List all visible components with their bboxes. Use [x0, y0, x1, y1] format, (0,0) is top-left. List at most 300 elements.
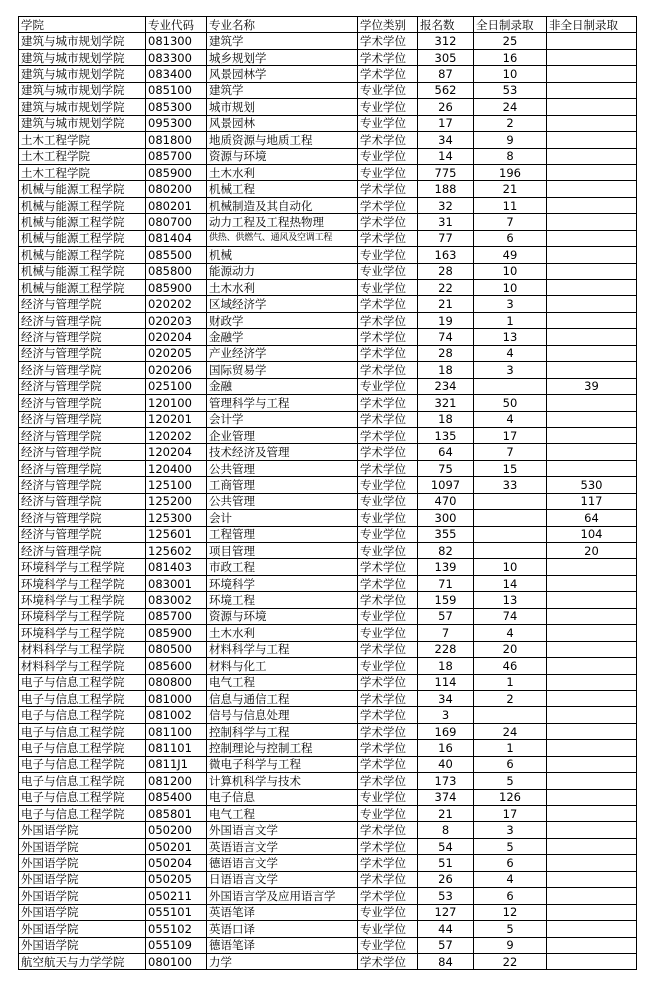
fulltime-admitted-cell: 7: [474, 214, 547, 230]
college-cell: 材料科学与工程学院: [19, 658, 146, 674]
parttime-admitted-cell: [547, 707, 637, 723]
college-cell: 经济与管理学院: [19, 543, 146, 559]
major-code-cell: 125200: [146, 493, 207, 509]
major-code-cell: 0811J1: [146, 756, 207, 772]
major-name-cell: 英语口译: [207, 921, 358, 937]
applicants-cell: 22: [418, 280, 474, 296]
applicants-cell: 19: [418, 312, 474, 328]
header-parttime-admitted: 非全日制录取: [547, 17, 637, 33]
fulltime-admitted-cell: 4: [474, 871, 547, 887]
major-name-cell: 控制理论与控制工程: [207, 740, 358, 756]
degree-type-cell: 学术学位: [358, 756, 418, 772]
applicants-cell: 18: [418, 658, 474, 674]
major-code-cell: 081200: [146, 773, 207, 789]
major-code-cell: 055102: [146, 921, 207, 937]
table-row: [19, 838, 637, 854]
fulltime-admitted-cell: 20: [474, 641, 547, 657]
applicants-cell: 3: [418, 707, 474, 723]
college-cell: 环境科学与工程学院: [19, 608, 146, 624]
major-code-cell: 081100: [146, 723, 207, 739]
fulltime-admitted-cell: 9: [474, 937, 547, 953]
degree-type-cell: 学术学位: [358, 444, 418, 460]
table-row: [19, 460, 637, 476]
applicants-cell: 775: [418, 164, 474, 180]
parttime-admitted-cell: [547, 953, 637, 969]
table-row: [19, 904, 637, 920]
degree-type-cell: 学术学位: [358, 460, 418, 476]
college-cell: 机械与能源工程学院: [19, 230, 146, 246]
fulltime-admitted-cell: 13: [474, 592, 547, 608]
table-row: [19, 132, 637, 148]
applicants-cell: 77: [418, 230, 474, 246]
parttime-admitted-cell: 104: [547, 526, 637, 542]
college-cell: 经济与管理学院: [19, 427, 146, 443]
major-name-cell: 能源动力: [207, 263, 358, 279]
major-name-cell: 电气工程: [207, 806, 358, 822]
fulltime-admitted-cell: 3: [474, 296, 547, 312]
degree-type-cell: 学术学位: [358, 395, 418, 411]
fulltime-admitted-cell: 3: [474, 822, 547, 838]
college-cell: 经济与管理学院: [19, 460, 146, 476]
fulltime-admitted-cell: 1: [474, 674, 547, 690]
major-name-cell: 外国语言学及应用语言学: [207, 888, 358, 904]
college-cell: 建筑与城市规划学院: [19, 66, 146, 82]
parttime-admitted-cell: [547, 723, 637, 739]
college-cell: 电子与信息工程学院: [19, 707, 146, 723]
college-cell: 土木工程学院: [19, 148, 146, 164]
fulltime-admitted-cell: 9: [474, 132, 547, 148]
college-cell: 经济与管理学院: [19, 329, 146, 345]
parttime-admitted-cell: [547, 230, 637, 246]
college-cell: 建筑与城市规划学院: [19, 99, 146, 115]
fulltime-admitted-cell: 15: [474, 460, 547, 476]
major-code-cell: 125601: [146, 526, 207, 542]
major-code-cell: 085300: [146, 99, 207, 115]
fulltime-admitted-cell: 17: [474, 806, 547, 822]
major-name-cell: 城市规划: [207, 99, 358, 115]
major-name-cell: 环境工程: [207, 592, 358, 608]
table-row: [19, 345, 637, 361]
degree-type-cell: 专业学位: [358, 148, 418, 164]
major-code-cell: 083400: [146, 66, 207, 82]
major-name-cell: 外国语言文学: [207, 822, 358, 838]
table-row: [19, 773, 637, 789]
table-row: [19, 329, 637, 345]
fulltime-admitted-cell: 33: [474, 477, 547, 493]
applicants-cell: 127: [418, 904, 474, 920]
major-name-cell: 英语语言文学: [207, 838, 358, 854]
table-row: [19, 49, 637, 65]
parttime-admitted-cell: [547, 99, 637, 115]
fulltime-admitted-cell: 46: [474, 658, 547, 674]
applicants-cell: 34: [418, 690, 474, 706]
table-row: [19, 822, 637, 838]
college-cell: 经济与管理学院: [19, 411, 146, 427]
table-row: [19, 559, 637, 575]
college-cell: 机械与能源工程学院: [19, 280, 146, 296]
fulltime-admitted-cell: 5: [474, 773, 547, 789]
parttime-admitted-cell: [547, 115, 637, 131]
major-code-cell: 080800: [146, 674, 207, 690]
degree-type-cell: 专业学位: [358, 247, 418, 263]
degree-type-cell: 专业学位: [358, 263, 418, 279]
major-name-cell: 金融: [207, 378, 358, 394]
applicants-cell: 14: [418, 148, 474, 164]
applicants-cell: 355: [418, 526, 474, 542]
applicants-cell: 57: [418, 937, 474, 953]
applicants-cell: 28: [418, 263, 474, 279]
applicants-cell: 40: [418, 756, 474, 772]
degree-type-cell: 学术学位: [358, 822, 418, 838]
major-name-cell: 信息与通信工程: [207, 690, 358, 706]
major-code-cell: 020206: [146, 362, 207, 378]
fulltime-admitted-cell: 126: [474, 789, 547, 805]
fulltime-admitted-cell: 14: [474, 575, 547, 591]
fulltime-admitted-cell: 5: [474, 838, 547, 854]
table-row: [19, 526, 637, 542]
degree-type-cell: 专业学位: [358, 921, 418, 937]
applicants-cell: 71: [418, 575, 474, 591]
major-code-cell: 120202: [146, 427, 207, 443]
major-code-cell: 085801: [146, 806, 207, 822]
applicants-cell: 228: [418, 641, 474, 657]
admissions-table: [18, 16, 637, 970]
college-cell: 电子与信息工程学院: [19, 674, 146, 690]
parttime-admitted-cell: [547, 247, 637, 263]
fulltime-admitted-cell: 4: [474, 411, 547, 427]
college-cell: 土木工程学院: [19, 132, 146, 148]
degree-type-cell: 专业学位: [358, 164, 418, 180]
degree-type-cell: 学术学位: [358, 411, 418, 427]
major-code-cell: 085800: [146, 263, 207, 279]
table-row: [19, 378, 637, 394]
applicants-cell: 57: [418, 608, 474, 624]
parttime-admitted-cell: [547, 280, 637, 296]
degree-type-cell: 专业学位: [358, 543, 418, 559]
parttime-admitted-cell: [547, 871, 637, 887]
college-cell: 经济与管理学院: [19, 395, 146, 411]
college-cell: 外国语学院: [19, 822, 146, 838]
major-name-cell: 会计学: [207, 411, 358, 427]
fulltime-admitted-cell: 13: [474, 329, 547, 345]
degree-type-cell: 学术学位: [358, 559, 418, 575]
parttime-admitted-cell: [547, 756, 637, 772]
major-name-cell: 金融学: [207, 329, 358, 345]
degree-type-cell: 学术学位: [358, 132, 418, 148]
major-name-cell: 控制科学与工程: [207, 723, 358, 739]
table-row: [19, 197, 637, 213]
college-cell: 建筑与城市规划学院: [19, 82, 146, 98]
major-name-cell: 建筑学: [207, 33, 358, 49]
degree-type-cell: 学术学位: [358, 575, 418, 591]
college-cell: 电子与信息工程学院: [19, 723, 146, 739]
parttime-admitted-cell: 64: [547, 510, 637, 526]
college-cell: 经济与管理学院: [19, 526, 146, 542]
parttime-admitted-cell: [547, 855, 637, 871]
table-row: [19, 444, 637, 460]
college-cell: 电子与信息工程学院: [19, 806, 146, 822]
table-row: [19, 641, 637, 657]
table-row: [19, 99, 637, 115]
fulltime-admitted-cell: 2: [474, 115, 547, 131]
major-code-cell: 050200: [146, 822, 207, 838]
parttime-admitted-cell: [547, 427, 637, 443]
parttime-admitted-cell: [547, 164, 637, 180]
fulltime-admitted-cell: 53: [474, 82, 547, 98]
major-name-cell: 公共管理: [207, 493, 358, 509]
college-cell: 经济与管理学院: [19, 477, 146, 493]
applicants-cell: 75: [418, 460, 474, 476]
major-code-cell: 080700: [146, 214, 207, 230]
table-row: [19, 296, 637, 312]
table-row: [19, 66, 637, 82]
table-row: [19, 937, 637, 953]
major-name-cell: 计算机科学与技术: [207, 773, 358, 789]
applicants-cell: 7: [418, 625, 474, 641]
parttime-admitted-cell: [547, 789, 637, 805]
college-cell: 经济与管理学院: [19, 510, 146, 526]
parttime-admitted-cell: [547, 33, 637, 49]
parttime-admitted-cell: 530: [547, 477, 637, 493]
college-cell: 环境科学与工程学院: [19, 559, 146, 575]
college-cell: 外国语学院: [19, 838, 146, 854]
fulltime-admitted-cell: 4: [474, 625, 547, 641]
college-cell: 机械与能源工程学院: [19, 263, 146, 279]
degree-type-cell: 专业学位: [358, 806, 418, 822]
parttime-admitted-cell: [547, 296, 637, 312]
fulltime-admitted-cell: 6: [474, 888, 547, 904]
major-code-cell: 085700: [146, 148, 207, 164]
major-code-cell: 085900: [146, 625, 207, 641]
parttime-admitted-cell: [547, 592, 637, 608]
degree-type-cell: 专业学位: [358, 493, 418, 509]
applicants-cell: 1097: [418, 477, 474, 493]
degree-type-cell: 学术学位: [358, 674, 418, 690]
parttime-admitted-cell: [547, 460, 637, 476]
degree-type-cell: 学术学位: [358, 197, 418, 213]
parttime-admitted-cell: [547, 148, 637, 164]
applicants-cell: 28: [418, 345, 474, 361]
table-row: [19, 312, 637, 328]
major-code-cell: 080500: [146, 641, 207, 657]
applicants-cell: 234: [418, 378, 474, 394]
college-cell: 航空航天与力学学院: [19, 953, 146, 969]
college-cell: 外国语学院: [19, 855, 146, 871]
table-row: [19, 427, 637, 443]
major-code-cell: 125300: [146, 510, 207, 526]
applicants-cell: 159: [418, 592, 474, 608]
major-code-cell: 085100: [146, 82, 207, 98]
table-row: [19, 575, 637, 591]
fulltime-admitted-cell: 50: [474, 395, 547, 411]
applicants-cell: 26: [418, 871, 474, 887]
header-applicants: 报名数: [418, 17, 474, 33]
parttime-admitted-cell: [547, 838, 637, 854]
fulltime-admitted-cell: 1: [474, 312, 547, 328]
major-name-cell: 建筑学: [207, 82, 358, 98]
degree-type-cell: 专业学位: [358, 608, 418, 624]
major-code-cell: 020204: [146, 329, 207, 345]
fulltime-admitted-cell: 74: [474, 608, 547, 624]
college-cell: 经济与管理学院: [19, 296, 146, 312]
parttime-admitted-cell: [547, 312, 637, 328]
major-code-cell: 020203: [146, 312, 207, 328]
major-name-cell: 机械: [207, 247, 358, 263]
major-code-cell: 020202: [146, 296, 207, 312]
major-code-cell: 055101: [146, 904, 207, 920]
major-name-cell: 材料科学与工程: [207, 641, 358, 657]
table-row: [19, 247, 637, 263]
applicants-cell: 87: [418, 66, 474, 82]
fulltime-admitted-cell: [474, 510, 547, 526]
major-name-cell: 城乡规划学: [207, 49, 358, 65]
applicants-cell: 74: [418, 329, 474, 345]
major-code-cell: 081002: [146, 707, 207, 723]
college-cell: 外国语学院: [19, 904, 146, 920]
degree-type-cell: 专业学位: [358, 477, 418, 493]
parttime-admitted-cell: [547, 345, 637, 361]
major-name-cell: 供热、供燃气、通风及空调工程: [207, 230, 358, 246]
degree-type-cell: 学术学位: [358, 33, 418, 49]
fulltime-admitted-cell: 5: [474, 921, 547, 937]
major-name-cell: 管理科学与工程: [207, 395, 358, 411]
college-cell: 外国语学院: [19, 921, 146, 937]
parttime-admitted-cell: [547, 197, 637, 213]
applicants-cell: 470: [418, 493, 474, 509]
fulltime-admitted-cell: 10: [474, 66, 547, 82]
applicants-cell: 32: [418, 197, 474, 213]
applicants-cell: 135: [418, 427, 474, 443]
parttime-admitted-cell: [547, 82, 637, 98]
major-code-cell: 125602: [146, 543, 207, 559]
major-code-cell: 085900: [146, 164, 207, 180]
major-name-cell: 机械工程: [207, 181, 358, 197]
applicants-cell: 51: [418, 855, 474, 871]
major-name-cell: 德语语言文学: [207, 855, 358, 871]
degree-type-cell: 学术学位: [358, 592, 418, 608]
fulltime-admitted-cell: 196: [474, 164, 547, 180]
table-row: [19, 115, 637, 131]
major-code-cell: 085500: [146, 247, 207, 263]
major-code-cell: 080100: [146, 953, 207, 969]
fulltime-admitted-cell: [474, 707, 547, 723]
table-row: [19, 230, 637, 246]
degree-type-cell: 学术学位: [358, 230, 418, 246]
major-name-cell: 信号与信息处理: [207, 707, 358, 723]
parttime-admitted-cell: [547, 921, 637, 937]
degree-type-cell: 学术学位: [358, 838, 418, 854]
applicants-cell: 188: [418, 181, 474, 197]
applicants-cell: 300: [418, 510, 474, 526]
applicants-cell: 173: [418, 773, 474, 789]
degree-type-cell: 专业学位: [358, 510, 418, 526]
fulltime-admitted-cell: 1: [474, 740, 547, 756]
major-code-cell: 085700: [146, 608, 207, 624]
major-code-cell: 120201: [146, 411, 207, 427]
table-row: [19, 855, 637, 871]
table-row: [19, 493, 637, 509]
fulltime-admitted-cell: 3: [474, 362, 547, 378]
parttime-admitted-cell: 117: [547, 493, 637, 509]
major-code-cell: 085600: [146, 658, 207, 674]
fulltime-admitted-cell: 16: [474, 49, 547, 65]
college-cell: 机械与能源工程学院: [19, 247, 146, 263]
applicants-cell: 21: [418, 806, 474, 822]
college-cell: 环境科学与工程学院: [19, 575, 146, 591]
degree-type-cell: 专业学位: [358, 82, 418, 98]
college-cell: 建筑与城市规划学院: [19, 115, 146, 131]
header-major-code: 专业代码: [146, 17, 207, 33]
header-fulltime-admitted: 全日制录取: [474, 17, 547, 33]
degree-type-cell: 学术学位: [358, 855, 418, 871]
applicants-cell: 169: [418, 723, 474, 739]
applicants-cell: 312: [418, 33, 474, 49]
major-name-cell: 土木水利: [207, 164, 358, 180]
parttime-admitted-cell: [547, 444, 637, 460]
fulltime-admitted-cell: 2: [474, 690, 547, 706]
fulltime-admitted-cell: 10: [474, 263, 547, 279]
major-name-cell: 风景园林: [207, 115, 358, 131]
parttime-admitted-cell: [547, 559, 637, 575]
major-code-cell: 125100: [146, 477, 207, 493]
applicants-cell: 21: [418, 296, 474, 312]
degree-type-cell: 专业学位: [358, 625, 418, 641]
college-cell: 电子与信息工程学院: [19, 740, 146, 756]
major-code-cell: 025100: [146, 378, 207, 394]
applicants-cell: 374: [418, 789, 474, 805]
degree-type-cell: 学术学位: [358, 66, 418, 82]
applicants-cell: 54: [418, 838, 474, 854]
parttime-admitted-cell: 39: [547, 378, 637, 394]
college-cell: 机械与能源工程学院: [19, 214, 146, 230]
degree-type-cell: 专业学位: [358, 280, 418, 296]
major-name-cell: 电气工程: [207, 674, 358, 690]
fulltime-admitted-cell: 24: [474, 723, 547, 739]
major-name-cell: 机械制造及其自动化: [207, 197, 358, 213]
parttime-admitted-cell: [547, 904, 637, 920]
major-code-cell: 120100: [146, 395, 207, 411]
college-cell: 经济与管理学院: [19, 345, 146, 361]
table-row: [19, 214, 637, 230]
major-name-cell: 资源与环境: [207, 148, 358, 164]
college-cell: 环境科学与工程学院: [19, 625, 146, 641]
parttime-admitted-cell: [547, 773, 637, 789]
table-row: [19, 592, 637, 608]
parttime-admitted-cell: [547, 49, 637, 65]
fulltime-admitted-cell: 12: [474, 904, 547, 920]
major-name-cell: 公共管理: [207, 460, 358, 476]
table-row: [19, 756, 637, 772]
parttime-admitted-cell: [547, 806, 637, 822]
major-name-cell: 土木水利: [207, 625, 358, 641]
table-body: [19, 33, 637, 970]
degree-type-cell: 专业学位: [358, 658, 418, 674]
degree-type-cell: 专业学位: [358, 789, 418, 805]
major-code-cell: 120400: [146, 460, 207, 476]
major-name-cell: 英语笔译: [207, 904, 358, 920]
table-row: [19, 806, 637, 822]
major-code-cell: 083002: [146, 592, 207, 608]
college-cell: 建筑与城市规划学院: [19, 33, 146, 49]
parttime-admitted-cell: [547, 214, 637, 230]
degree-type-cell: 学术学位: [358, 362, 418, 378]
fulltime-admitted-cell: [474, 378, 547, 394]
major-name-cell: 材料与化工: [207, 658, 358, 674]
table-row: [19, 395, 637, 411]
fulltime-admitted-cell: 6: [474, 230, 547, 246]
major-code-cell: 081404: [146, 230, 207, 246]
fulltime-admitted-cell: 10: [474, 280, 547, 296]
